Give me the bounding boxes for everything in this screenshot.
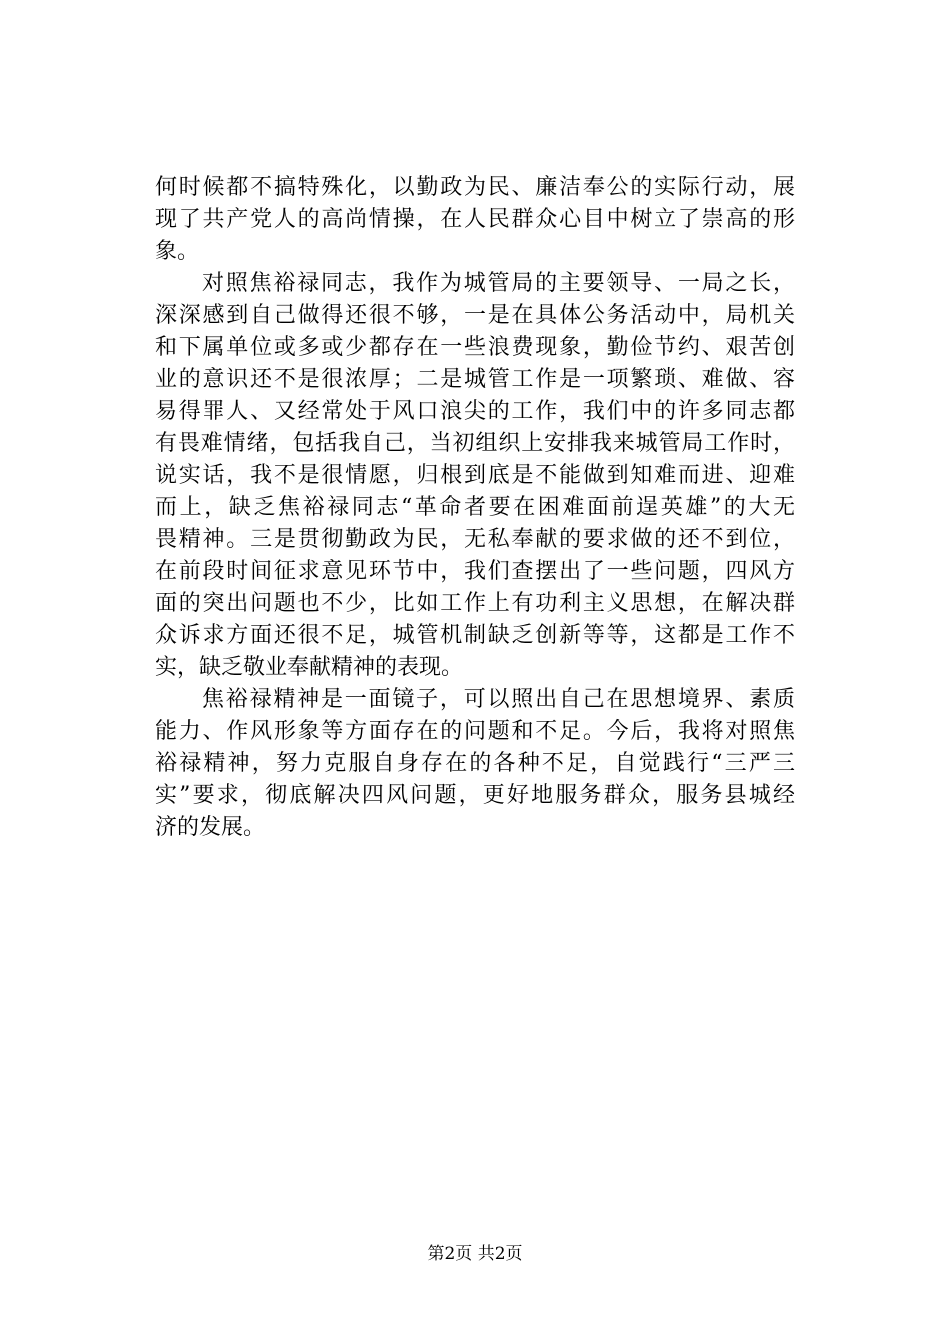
- text-line: 易得罪人、又经常处于风口浪尖的工作，我们中的许多同志都: [155, 399, 795, 424]
- text-line: 面的突出问题也不少，比如工作上有功利主义思想，在解决群: [155, 591, 795, 616]
- text-line: 实，缺乏敬业奉献精神的表现。: [155, 655, 464, 680]
- text-line: 济的发展。: [155, 815, 266, 840]
- text-line: 畏精神。三是贯彻勤政为民，无私奉献的要求做的还不到位，: [155, 527, 795, 552]
- text-line: 在前段时间征求意见环节中，我们查摆出了一些问题，四风方: [155, 559, 795, 584]
- document-body: [155, 172, 795, 844]
- text-line: 何时候都不搞特殊化，以勤政为民、廉洁奉公的实际行动，展: [155, 175, 795, 200]
- text-line: 业的意识还不是很浓厚；二是城管工作是一项繁琐、难做、容: [155, 367, 795, 392]
- text-line: 能力、作风形象等方面存在的问题和不足。今后，我将对照焦: [155, 719, 795, 744]
- text-line: 象。: [155, 239, 200, 264]
- text-line: 众诉求方面还很不足，城管机制缺乏创新等等，这都是工作不: [155, 623, 795, 648]
- text-line: 实”要求，彻底解决四风问题，更好地服务群众，服务县城经: [155, 783, 795, 808]
- text-line: 裕禄精神，努力克服自身存在的各种不足，自觉践行“三严三: [155, 751, 795, 776]
- text-line: 深深感到自己做得还很不够，一是在具体公务活动中，局机关: [155, 303, 795, 328]
- text-line: 说实话，我不是很情愿，归根到底是不能做到知难而进、迎难: [155, 463, 795, 488]
- text-line: 现了共产党人的高尚情操，在人民群众心目中树立了崇高的形: [155, 207, 795, 232]
- text-line: 而上，缺乏焦裕禄同志“革命者要在困难面前逞英雄”的大无: [155, 495, 795, 520]
- text-line: 焦裕禄精神是一面镜子，可以照出自己在思想境界、素质: [202, 687, 795, 712]
- page-number-footer: 第2页 共2页: [427, 1244, 523, 1264]
- text-line: 对照焦裕禄同志，我作为城管局的主要领导、一局之长，: [202, 271, 795, 296]
- text-line: 有畏难情绪，包括我自己，当初组织上安排我来城管局工作时，: [155, 431, 795, 456]
- text-line: 和下属单位或多或少都存在一些浪费现象，勤俭节约、艰苦创: [155, 335, 795, 360]
